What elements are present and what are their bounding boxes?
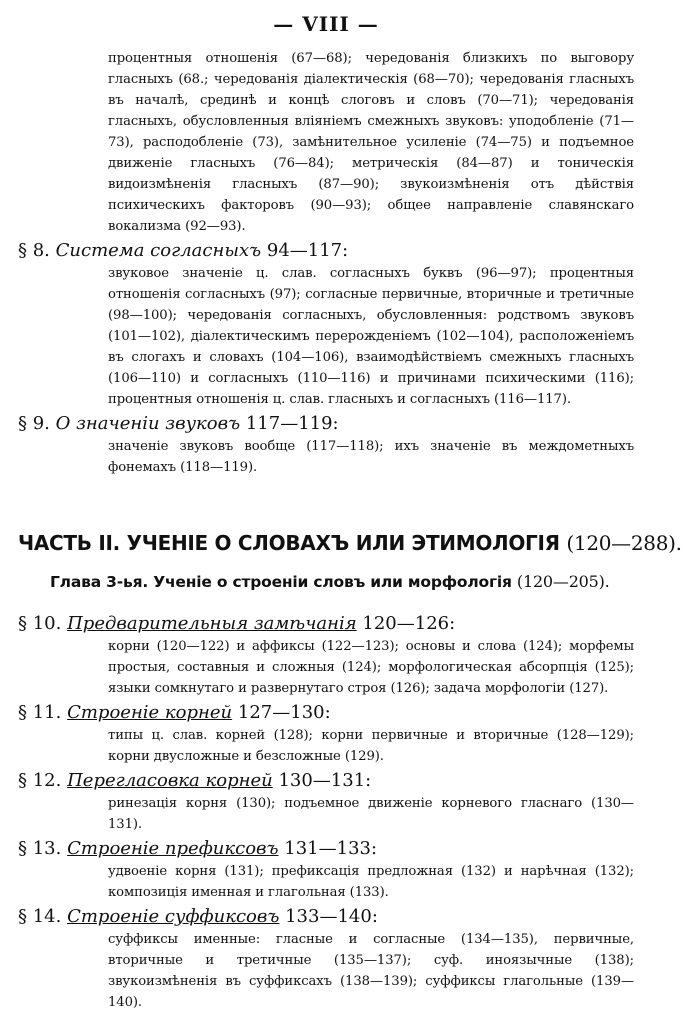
section-sign: § 10. [18,613,62,634]
section-title: Система согласныхъ [55,240,262,261]
section-text: значеніе звуковъ вообще (117—118); ихъ значеніе въ междометныхъ фонемахъ (118—119). [108,439,634,475]
section-sign: § 9. [18,413,50,434]
section-heading [18,769,634,793]
page-number: — VIII — [273,12,379,36]
chapter-heading-label: Глава 3-ья. Ученіе о строеніи словъ или морфологія [50,573,512,591]
section-text: звуковое значеніе ц. слав. согласныхъ буквъ (96—97); процентныя отношенія согласныхъ (97); согласные первичные, вторичные и третичные (98—100); чередованія согласныхъ, обусловленныя: родствомъ звуковъ (101—102), діалектическимъ перерожденіемъ (102—104), расположеніемъ въ слогахъ и словахъ (104—106), взаимодѣйствіемъ смежныхъ гласныхъ (106—110) и согласныхъ (110—116) и причинами психическими (116); процентныя отношенія ц. слав. гласныхъ и согласныхъ (116—117). [108,266,634,407]
section-range: 117—119: [245,413,339,434]
chapter-heading-range: (120—205). [516,572,610,591]
section-range: 131—133: [284,838,378,859]
section-range: 94—117: [266,240,349,261]
section-11 [18,701,634,767]
section-heading [18,412,634,436]
part-heading [18,528,682,558]
section-heading [18,239,634,263]
section-text: удвоеніе корня (131); префиксація предложная (132) и нарѣчная (132); композиція именная и глагольная (133). [108,864,634,900]
section-14 [18,905,634,1013]
section-sign: § 11. [18,702,62,723]
intro-paragraph: процентныя отношенія (67—68); чередованія близкихъ по выговору гласныхъ (68.; чередованія діалектическія (68—70); чередованія гласныхъ въ началѣ, срединѣ и концѣ слоговъ и словъ (70—71); чередованія гласныхъ, обусловленныя вліяніемъ смежныхъ звуковъ: уподобленіе (71—73), расподобленіе (73), замѣнительное усиленіе (74—75) и подъемное движеніе гласныхъ (76—84); метрическія (84—87) и тоническія видоизмѣненія гласныхъ (87—90); звукоизмѣненія отъ дѣйствія психическихъ факторовъ (90—93); общее направленіе славянскаго вокализма (92—93). [108,51,634,234]
section-sign: § 14. [18,906,62,927]
part-heading-label: ЧАСТЬ II. УЧЕНІЕ О СЛОВАХЪ ИЛИ ЭТИМОЛОГІЯ [18,531,560,555]
section-text: типы ц. слав. корней (128); корни первичные и вторичные (128—129); корни двусложные и безсложные (129). [108,728,634,764]
section-range: 133—140: [285,906,378,927]
section-sign: § 8. [18,240,50,261]
chapter-heading [50,568,634,596]
section-title: О значеніи звуковъ [55,413,241,434]
section-heading [18,701,634,725]
section-title: Строеніе корней [67,702,233,723]
section-12 [18,769,634,835]
section-heading [18,905,634,929]
section-range: 127—130: [237,702,331,723]
section-text: корни (120—122) и аффиксы (122—123); основы и слова (124); морфемы простыя, составныя и сложныя (124); морфологическая абсорпція (125); языки сомкнутаго и развернутаго строя (126); задача морфологіи (127). [108,639,634,696]
section-13 [18,837,634,903]
section-text: суффиксы именные: гласные и согласные (134—135), первичные, вторичные и третичные (135—137); суф. иноязычные (138); звукоизмѣненія въ суффиксахъ (138—139); суффиксы глагольные (139—140). [108,932,634,1010]
section-title: Перегласовка корней [67,770,273,791]
section-10 [18,612,634,699]
section-title: Строеніе суффиксовъ [67,906,280,927]
section-heading [18,612,634,636]
section-sign: § 13. [18,838,62,859]
section-sign: § 12. [18,770,62,791]
section-range: 120—126: [362,613,456,634]
section-title: Предварительныя замѣчанія [67,613,357,634]
section-text: ринезація корня (130); подъемное движеніе корневого гласнаго (130—131). [108,796,634,832]
section-range: 130—131: [278,770,372,791]
section-9 [18,412,634,478]
part-heading-range: (120—288). [566,531,682,555]
section-heading [18,837,634,861]
section-8 [18,239,634,410]
section-title: Строеніе префиксовъ [67,838,279,859]
